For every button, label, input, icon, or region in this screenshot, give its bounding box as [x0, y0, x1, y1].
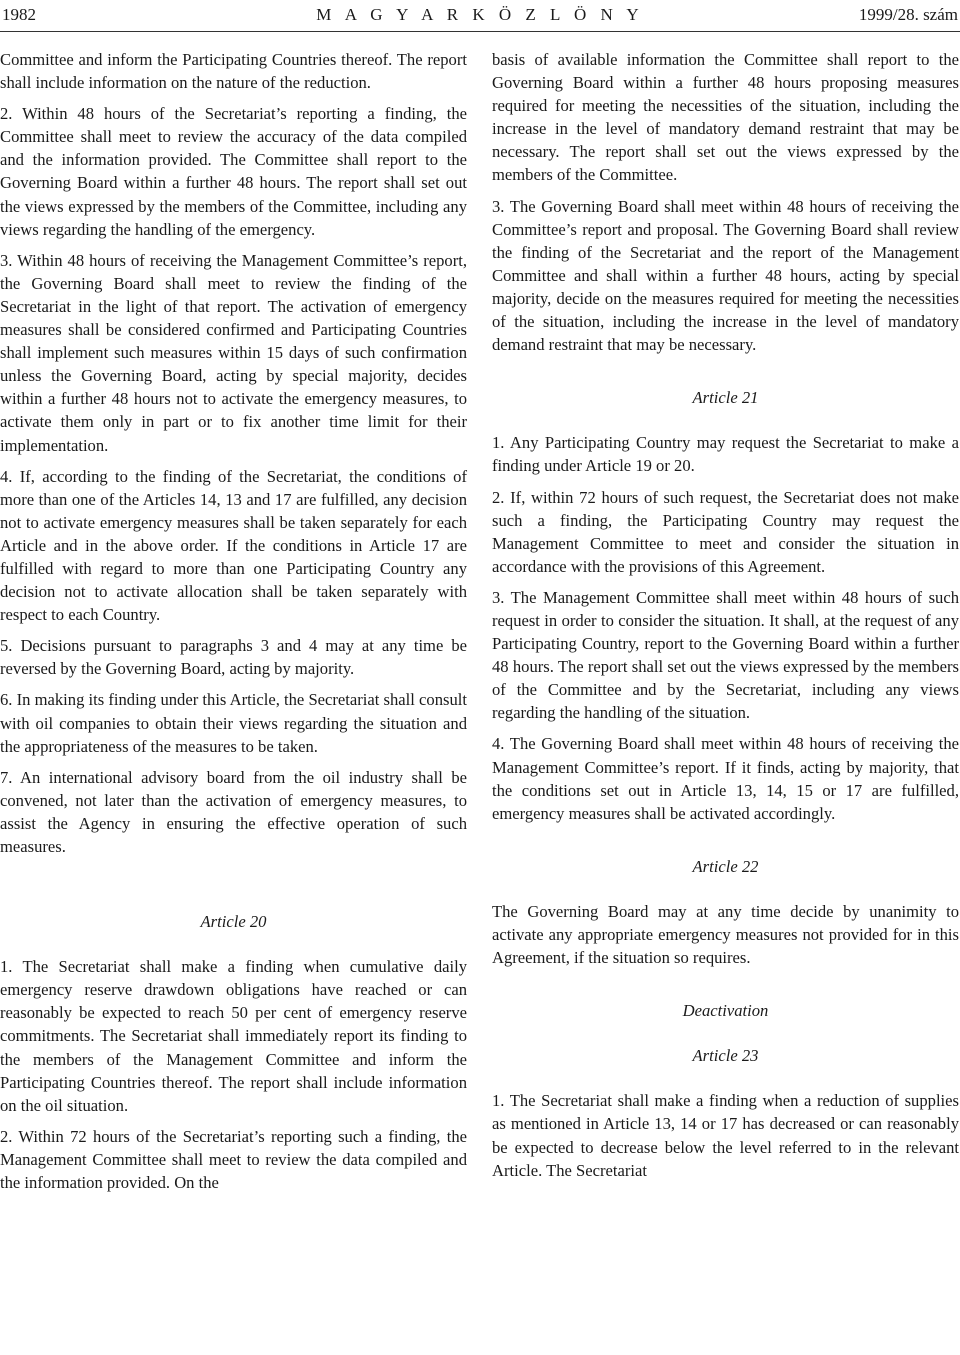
paragraph: 3. The Management Committee shall meet within 48 hours of such request in order to consider the situation. It shall, at the request of any Participating Country, report to the Governing Board within a further 48 hours. The report shall set out the views expressed by the members of the Committee and by the Secretariat, including any views regarding the handling of the situation.	[492, 587, 959, 723]
journal-title: M A G Y A R K Ö Z L Ö N Y	[316, 5, 644, 24]
paragraph: 6. In making its finding under this Article, the Secretariat shall consult with oil companies to obtain their views regarding the situation and the appropriateness of the measures to be taken.	[0, 690, 467, 756]
issue-number: 1999/28. szám	[858, 5, 958, 24]
page-number: 1982	[2, 5, 36, 24]
paragraph: 2. Within 72 hours of the Secretariat’s reporting such a finding, the Management Committee shall meet to review the data compiled and the information provided. On the	[0, 1126, 467, 1193]
article-20-heading: Article 20	[200, 912, 267, 932]
paragraph: 1. The Secretariat shall make a finding when cumulative daily emergency reserve drawdown obligations have reached or can reasonably be expected to reach 50 per cent of emergency reserve commitments. The Secretariat shall immediately report its finding to the members of the Management Committee and inform the Participating Countries thereof. The report shall include information on the oil situation.	[0, 957, 467, 1115]
article-23-heading: Article 23	[692, 1046, 759, 1066]
paragraph: 2. If, within 72 hours of such request, the Secretariat does not make such a finding, the Participating Country may request the Management Committee to meet and consider the situation in accordance with the provisions of this Agreement.	[492, 487, 959, 576]
header-rule	[0, 31, 960, 32]
paragraph: The Governing Board may at any time decide by unanimity to activate any appropriate emergency measures not provided for in this Agreement, if the situation so requires.	[492, 901, 959, 968]
paragraph: 4. If, according to the finding of the Secretariat, the conditions of more than one of the Articles 14, 13 and 17 are fulfilled, any decision not to activate emergency measures shall be taken separately for each Article and in the above order. If the conditions in Article 17 are fulfilled with regard to more than one Participating Country any decision not to activate allocation shall be taken separately with respect to each Country.	[0, 466, 467, 625]
article-22-heading: Article 22	[692, 856, 759, 876]
paragraph: Committee and inform the Participating Countries thereof. The report shall include information on the nature of the reduction.	[0, 50, 467, 93]
paragraph: 7. An international advisory board from the oil industry shall be convened, not later than the activation of emergency measures, to assist the Agency in ensuring the effective operation of such measures.	[0, 767, 467, 856]
left-column	[0, 48, 467, 1202]
paragraph: 1. Any Participating Country may request the Secretariat to make a finding under Article 19 or 20.	[492, 433, 959, 476]
right-column	[492, 48, 959, 1190]
section-heading-deactivation: Deactivation	[682, 1001, 769, 1021]
article-21-heading: Article 21	[692, 388, 759, 408]
paragraph: 4. The Governing Board shall meet within 48 hours of receiving the Management Committee’s report. If it finds, acting by majority, that the conditions set out in Article 13, 14, 15 or 17 are fulfilled, emergency measures shall be activated accordingly.	[492, 734, 959, 823]
paragraph: 3. Within 48 hours of receiving the Management Committee’s report, the Governing Board shall meet to review the finding of the Secretariat in the light of that report. The activation of emergency measures shall be considered confirmed and Participating Countries shall implement such measures within 15 days of such confirmation unless the Governing Board, acting by special majority, decides within a further 48 hours not to activate the emergency measures, to activate them only in part or to fix another time limit for their implementation.	[0, 250, 467, 455]
paragraph: 5. Decisions pursuant to paragraphs 3 and 4 may at any time be reversed by the Governing Board, acting by majority.	[0, 636, 467, 679]
page-header	[0, 0, 960, 30]
paragraph: 3. The Governing Board shall meet within 48 hours of receiving the Committee’s report and proposal. The Governing Board shall review the finding of the Secretariat and the report of the Management Committee and shall within a further 48 hours, acting by special majority, decide on the measures required for meeting the necessities of the situation, including the increase in the level of mandatory demand restraint that may be necessary.	[492, 196, 959, 355]
paragraph: basis of available information the Committee shall report to the Governing Board within a further 48 hours proposing measures required for meeting the necessities of the situation, including the increase in the level of mandatory demand restraint that may be necessary. The report shall set out the views expressed by the members of the Committee.	[492, 50, 959, 185]
paragraph: 2. Within 48 hours of the Secretariat’s reporting a finding, the Committee shall meet to review the accuracy of the data compiled and the information provided. The Committee shall report to the Governing Board within a further 48 hours. The report shall set out the views expressed by the members of the Committee, including any views regarding the handling of the emergency.	[0, 104, 467, 239]
paragraph: 1. The Secretariat shall make a finding when a reduction of supplies as mentioned in Article 13, 14 or 17 has decreased or can reasonably be expected to decrease below the level referred to in the relevant Article. The Secretariat	[492, 1091, 959, 1180]
